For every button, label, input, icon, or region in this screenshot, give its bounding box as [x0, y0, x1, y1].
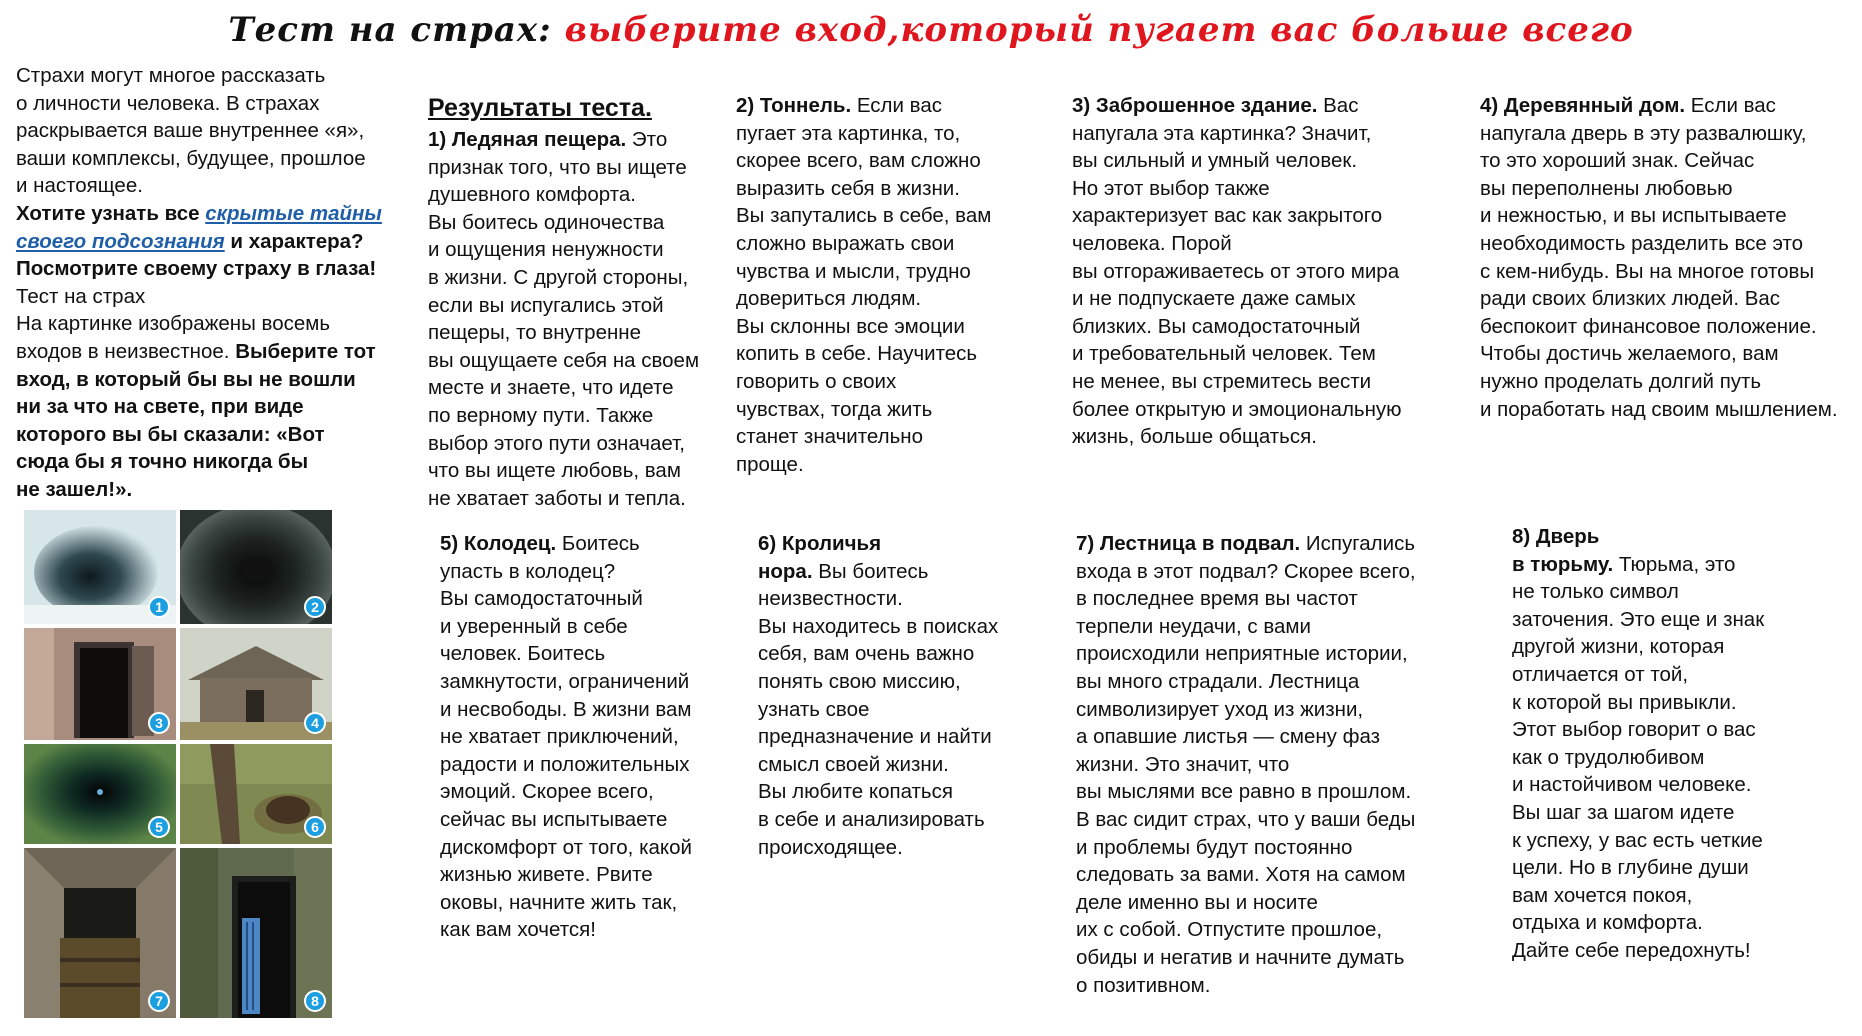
intro-line: о личности человека. В страхах — [16, 91, 320, 115]
result-title: нора. — [758, 559, 813, 583]
photo-number: 4 — [304, 712, 326, 734]
result-text: их с собой. Отпустите прошлое, — [1076, 918, 1383, 942]
basement-stairs-photo[interactable] — [24, 848, 176, 1018]
result-text: эмоций. Скорее всего, — [440, 780, 654, 804]
intro-test-label: Тест на страх — [16, 284, 146, 308]
result-text: напугала дверь в эту развалюшку, — [1480, 121, 1807, 145]
result-text: символизирует уход из жизни, — [1076, 697, 1364, 721]
photo-number: 2 — [304, 596, 326, 618]
result-text: Тюрьма, это — [1613, 552, 1736, 576]
result-text: сложно выражать свои — [736, 231, 955, 255]
result-text: вы много страдали. Лестница — [1076, 669, 1360, 693]
result-text: неизвестности. — [758, 587, 903, 611]
subconscious-link[interactable]: своего подсознания — [16, 229, 225, 253]
rabbit-hole-photo[interactable] — [180, 744, 332, 844]
result-text: Чтобы достичь желаемого, вам — [1480, 342, 1779, 366]
result-text: выразить себя в жизни. — [736, 176, 960, 200]
result-text: как вам хочется! — [440, 918, 596, 942]
result-text: проще. — [736, 452, 804, 476]
result-title: в тюрьму. — [1512, 552, 1614, 576]
result-text: себя, вам очень важно — [758, 642, 975, 666]
result-text: и нежностью, и вы испытываете — [1480, 204, 1787, 228]
result-text: в себе и анализировать — [758, 807, 985, 831]
result-text: жизнь, больше общаться. — [1072, 425, 1317, 449]
result-text: Если вас — [1685, 94, 1776, 117]
result-text: если вы испугались этой — [428, 293, 664, 317]
result-text: Вы шаг за шагом идете — [1512, 800, 1735, 824]
result-text: понять свою миссию, — [758, 669, 961, 693]
result-5-well — [440, 530, 692, 944]
result-6-rabbit-hole — [758, 530, 998, 861]
photo-number: 8 — [304, 990, 326, 1012]
result-text: дискомфорт от того, какой — [440, 835, 692, 859]
intro-line: ваши комплексы, будущее, прошлое — [16, 146, 366, 170]
result-text: вы переполнены любовью — [1480, 176, 1733, 200]
result-text: и не подпускаете даже самых — [1072, 287, 1356, 311]
result-text: не менее, вы стремитесь вести — [1072, 369, 1372, 393]
result-title: 1) Ледяная пещера. — [428, 128, 627, 151]
intro-instruction: вход, в который бы вы не вошли — [16, 367, 356, 391]
result-text: чувства и мысли, трудно — [736, 259, 971, 283]
result-text: не только символ — [1512, 580, 1679, 604]
result-3-abandoned-building — [1072, 92, 1402, 451]
ice-cave-photo[interactable] — [24, 510, 176, 624]
result-text: копить в себе. Научитесь — [736, 342, 978, 366]
hidden-secrets-link[interactable]: скрытые тайны — [205, 201, 382, 225]
result-text: и проблемы будут постоянно — [1076, 835, 1353, 859]
result-title: 2) Тоннель. — [736, 94, 852, 117]
result-text: оковы, начните жить так, — [440, 890, 678, 914]
result-text: Вы находитесь в поисках — [758, 614, 999, 638]
result-text: Вы боитесь одиночества — [428, 210, 665, 234]
result-text: и несвободы. В жизни вам — [440, 697, 692, 721]
result-text: Этот выбор говорит о вас — [1512, 718, 1756, 742]
result-text: Боитесь — [556, 532, 640, 555]
result-text: замкнутости, ограничений — [440, 669, 690, 693]
abandoned-building-photo[interactable] — [24, 628, 176, 740]
result-text: необходимость разделить все это — [1480, 231, 1804, 255]
prison-door-photo[interactable] — [180, 848, 332, 1018]
result-1-ice-cave — [428, 126, 699, 512]
result-text: как о трудолюбивом — [1512, 745, 1705, 769]
result-text: Вы запутались в себе, вам — [736, 204, 992, 228]
result-2-tunnel — [736, 92, 991, 478]
intro-line: На картинке изображены восемь — [16, 312, 331, 336]
result-text: ради своих близких людей. Вас — [1480, 287, 1781, 311]
result-text: заточения. Это еще и знак — [1512, 607, 1765, 631]
result-text: другой жизни, которая — [1512, 635, 1725, 659]
result-title: 4) Деревянный дом. — [1480, 94, 1686, 117]
result-text: в последнее время вы частот — [1076, 587, 1358, 611]
photo-number: 7 — [148, 990, 170, 1012]
result-text: обиды и негатив и начните думать — [1076, 945, 1405, 969]
result-title: 8) Дверь — [1512, 525, 1600, 548]
result-text: вы сильный и умный человек. — [1072, 149, 1358, 173]
photo-number: 3 — [148, 712, 170, 734]
result-text: напугала эта картинка? Значит, — [1072, 121, 1372, 145]
intro-line: раскрывается ваше внутреннее «я», — [16, 119, 365, 143]
result-text: нужно проделать долгий путь — [1480, 369, 1762, 393]
result-text: по верному пути. Также — [428, 403, 654, 427]
result-text: радости и положительных — [440, 752, 690, 776]
result-text: Вы любите копаться — [758, 780, 953, 804]
result-text: человека. Порой — [1072, 231, 1232, 255]
result-text: пещеры, то внутренне — [428, 321, 642, 345]
result-title: 6) Кроличья — [758, 532, 882, 555]
result-text: отдыха и комфорта. — [1512, 911, 1703, 935]
result-text: довериться людям. — [736, 287, 922, 311]
result-text: В вас сидит страх, что у ваши беды — [1076, 807, 1416, 831]
result-text: вы ощущаете себя на своем — [428, 348, 700, 372]
photo-number: 1 — [148, 596, 170, 618]
result-text: Но этот выбор также — [1072, 176, 1270, 200]
result-text: Вы самодостаточный — [440, 587, 643, 611]
result-text: и ощущения ненужности — [428, 238, 664, 262]
result-text: происходящее. — [758, 835, 903, 859]
result-title: 7) Лестница в подвал. — [1076, 532, 1301, 555]
result-text: следовать за вами. Хотя на самом — [1076, 863, 1406, 887]
photo-number: 5 — [148, 816, 170, 838]
result-text: выбор этого пути означает, — [428, 431, 685, 455]
result-text: чувствах, тогда жить — [736, 397, 933, 421]
result-text: о позитивном. — [1076, 973, 1211, 997]
well-photo[interactable] — [24, 744, 176, 844]
result-text: то это хороший знак. Сейчас — [1480, 149, 1755, 173]
result-text: в жизни. С другой стороны, — [428, 265, 689, 289]
result-text: и требовательный человек. Тем — [1072, 342, 1376, 366]
result-4-wooden-house — [1480, 92, 1838, 423]
result-text: Дайте себе передохнуть! — [1512, 938, 1751, 962]
results-heading: Результаты теста. — [428, 94, 652, 122]
wooden-house-photo[interactable] — [180, 628, 332, 740]
result-text: признак того, что вы ищете — [428, 155, 687, 179]
result-text: более открытую и эмоциональную — [1072, 397, 1402, 421]
result-text: деле именно вы и носите — [1076, 890, 1318, 914]
result-text: с кем-нибудь. Вы на многое готовы — [1480, 259, 1815, 283]
result-text: цели. Но в глубине души — [1512, 856, 1749, 880]
result-text: и поработать над своим мышлением. — [1480, 397, 1838, 421]
result-7-basement-stairs — [1076, 530, 1416, 999]
intro-line: входов в неизвестное. — [16, 339, 230, 363]
result-text: пугает эта картинка, то, — [736, 121, 961, 145]
result-text: скорее всего, вам сложно — [736, 149, 981, 173]
result-text: к которой вы привыкли. — [1512, 690, 1737, 714]
result-text: не хватает приключений, — [440, 725, 679, 749]
intro-block — [16, 62, 382, 504]
intro-instruction: Выберите тот — [229, 339, 376, 363]
result-text: вы отгораживаетесь от этого мира — [1072, 259, 1400, 283]
result-text: входа в этот подвал? Скорее всего, — [1076, 559, 1416, 583]
result-text: и настойчивом человеке. — [1512, 773, 1752, 797]
result-text: сейчас вы испытываете — [440, 807, 668, 831]
result-text: происходили неприятные истории, — [1076, 642, 1408, 666]
result-text: узнать свое — [758, 697, 870, 721]
intro-line: Страхи могут многое рассказать — [16, 64, 326, 87]
result-text: человек. Боитесь — [440, 642, 606, 666]
photo-number: 6 — [304, 816, 326, 838]
result-text: предназначение и найти — [758, 725, 992, 749]
entrances-photo-grid — [24, 510, 332, 1018]
result-title: 5) Колодец. — [440, 532, 557, 555]
result-8-prison-door — [1512, 523, 1764, 965]
result-text: месте и знаете, что идете — [428, 376, 674, 400]
result-text: беспокоит финансовое положение. — [1480, 314, 1817, 338]
result-text: не хватает заботы и тепла. — [428, 486, 686, 510]
tunnel-photo[interactable] — [180, 510, 332, 624]
result-text: душевного комфорта. — [428, 183, 636, 207]
result-text: смысл своей жизни. — [758, 752, 949, 776]
intro-question-start: Хотите узнать все — [16, 201, 206, 225]
intro-instruction: не зашел!». — [16, 477, 133, 501]
result-text: вам хочется покоя, — [1512, 883, 1693, 907]
result-text: жизнью живете. Рвите — [440, 863, 653, 887]
result-text: Вас — [1317, 94, 1359, 117]
page-title — [0, 10, 1862, 50]
result-text: Вы склонны все эмоции — [736, 314, 965, 338]
result-text: к успеху, у вас есть четкие — [1512, 828, 1763, 852]
result-text: Если вас — [851, 94, 942, 117]
intro-question-end: и характера? — [224, 229, 364, 253]
result-text: отличается от той, — [1512, 662, 1689, 686]
result-text: и уверенный в себе — [440, 614, 628, 638]
result-text: вы мыслями все равно в прошлом. — [1076, 780, 1412, 804]
result-text: станет значительно — [736, 425, 923, 449]
title-part1: Тест на страх: — [228, 10, 552, 50]
result-title: 3) Заброшенное здание. — [1072, 94, 1318, 117]
result-text: характеризует вас как закрытого — [1072, 204, 1383, 228]
result-text: терпели неудачи, с вами — [1076, 614, 1311, 638]
result-text: упасть в колодец? — [440, 559, 616, 583]
intro-instruction: которого вы бы сказали: «Вот — [16, 422, 325, 446]
result-text: Вы боитесь — [812, 559, 929, 583]
result-text: говорить о своих — [736, 369, 897, 393]
title-part2: выберите вход,который пугает вас больше всего — [564, 10, 1634, 50]
result-text: а опавшие листья — смену фаз — [1076, 725, 1381, 749]
result-text: Это — [626, 128, 668, 151]
intro-instruction: сюда бы я точно никогда бы — [16, 450, 309, 474]
result-text: близких. Вы самодостаточный — [1072, 314, 1361, 338]
result-text: Испугались — [1300, 532, 1416, 555]
result-text: жизни. Это значит, что — [1076, 752, 1290, 776]
result-text: что вы ищете любовь, вам — [428, 459, 681, 483]
intro-instruction: ни за что на свете, при виде — [16, 395, 304, 419]
intro-call: Посмотрите своему страху в глаза! — [16, 257, 377, 281]
intro-line: и настоящее. — [16, 174, 143, 198]
